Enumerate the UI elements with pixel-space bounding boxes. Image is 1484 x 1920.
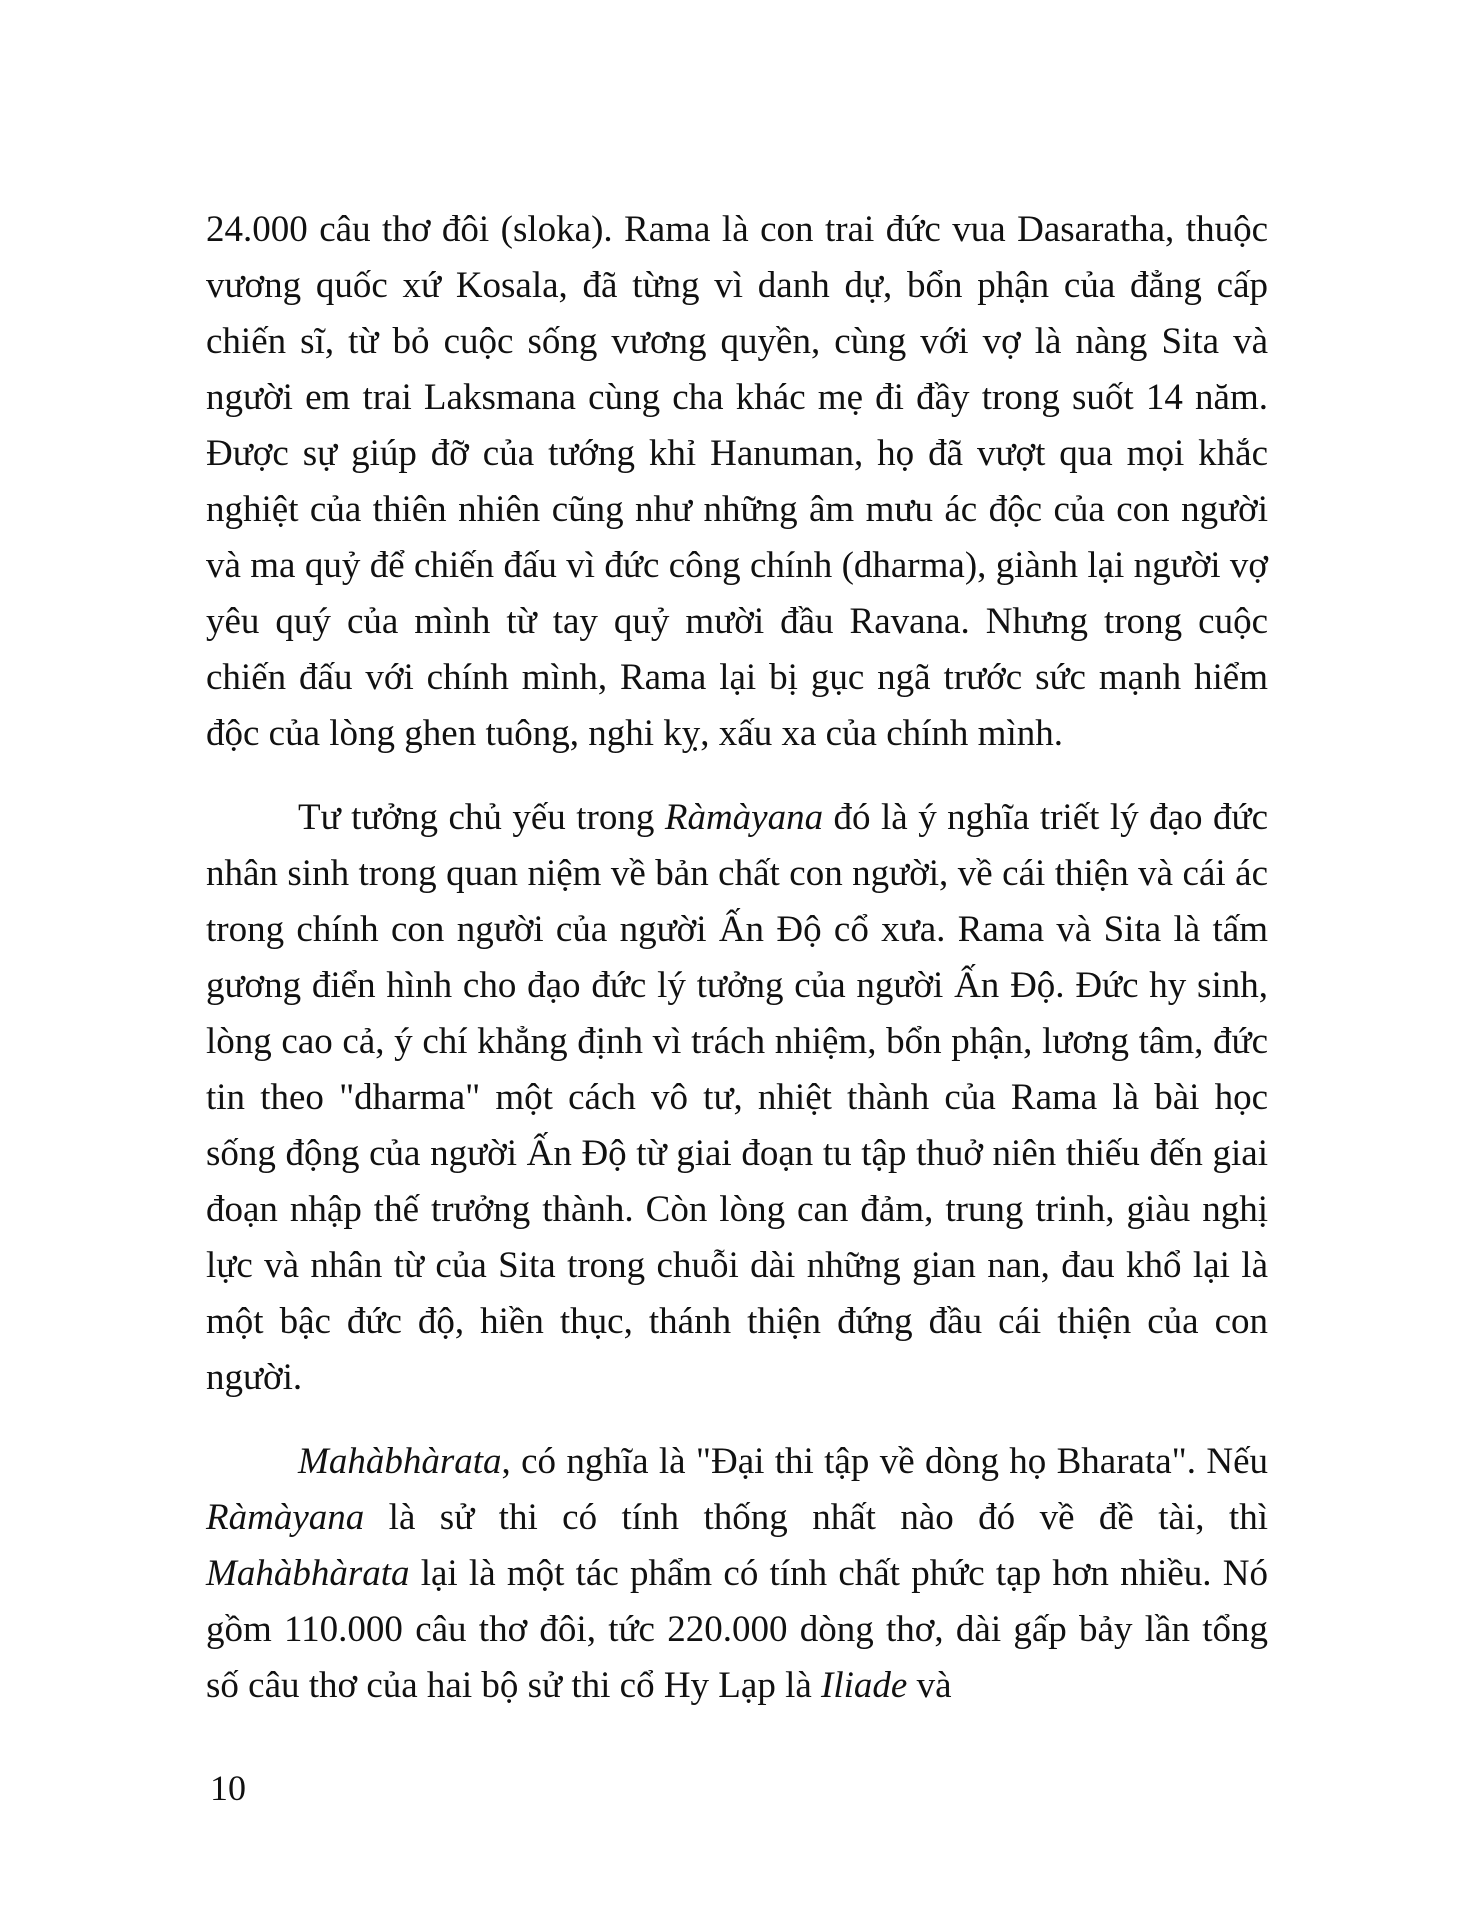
paragraph-3-part-6: lại là một tác phẩm có tính chất phức tạp hơn nhiều. Nó gồm 110.000 câu thơ đôi, tức 220.000 dòng thơ, dài gấp bảy lần tổng số câu thơ của hai bộ sử thi cổ Hy Lạp là — [206, 1553, 1268, 1706]
ramayana-title: Ràmàyana — [664, 797, 824, 838]
paragraph-2 — [206, 790, 1268, 1406]
mahabharata-title-2: Mahàbhàrata — [206, 1553, 410, 1594]
paragraph-2-part-3: đó là ý nghĩa triết lý đạo đức nhân sinh trong quan niệm về bản chất con người, về cái thiện và cái ác trong chính con người của người Ấn Độ cổ xưa. Rama và Sita là tấm gương điển hình cho đạo đức lý tưởng của người Ấn Độ. Đức hy sinh, lòng cao cả, ý chí khẳng định vì trách nhiệm, bổn phận, lương tâm, đức tin theo "dharma" một cách vô tư, nhiệt thành của Rama là bài học sống động của người Ấn Độ từ giai đoạn tu tập thuở niên thiếu đến giai đoạn nhập thế trưởng thành. Còn lòng can đảm, trung trinh, giàu nghị lực và nhân từ của Sita trong chuỗi dài những gian nan, đau khổ lại là một bậc đức độ, hiền thục, thánh thiện đứng đầu cái thiện của con người. — [206, 797, 1268, 1398]
body-text — [206, 202, 1268, 1714]
page-number: 10 — [210, 1768, 246, 1808]
iliade-title: Iliade — [821, 1665, 908, 1706]
paragraph-3-part-4: là sử thi có tính thống nhất nào đó về đề tài, thì — [364, 1497, 1268, 1538]
mahabharata-title: Mahàbhàrata — [298, 1441, 502, 1482]
paragraph-2-part-1: Tư tưởng chủ yếu trong — [298, 797, 665, 838]
ramayana-title-2: Ràmàyana — [206, 1497, 365, 1538]
paragraph-3-part-2: , có nghĩa là "Đại thi tập về dòng họ Bharata". Nếu — [501, 1441, 1268, 1482]
paragraph-1 — [206, 202, 1268, 762]
paragraph-3 — [206, 1434, 1268, 1714]
paragraph-1-text: 24.000 câu thơ đôi (sloka). Rama là con trai đức vua Dasaratha, thuộc vương quốc xứ Kosala, đã từng vì danh dự, bổn phận của đẳng cấp chiến sĩ, từ bỏ cuộc sống vương quyền, cùng với vợ là nàng Sita và người em trai Laksmana cùng cha khác mẹ đi đầy trong suốt 14 năm. Được sự giúp đỡ của tướng khỉ Hanuman, họ đã vượt qua mọi khắc nghiệt của thiên nhiên cũng như những âm mưu ác độc của con người và ma quỷ để chiến đấu vì đức công chính (dharma), giành lại người vợ yêu quý của mình từ tay quỷ mười đầu Ravana. Nhưng trong cuộc chiến đấu với chính mình, Rama lại bị gục ngã trước sức mạnh hiểm độc của lòng ghen tuông, nghi kỵ, xấu xa của chính mình. — [206, 209, 1268, 754]
paragraph-3-part-8: và — [907, 1665, 952, 1706]
